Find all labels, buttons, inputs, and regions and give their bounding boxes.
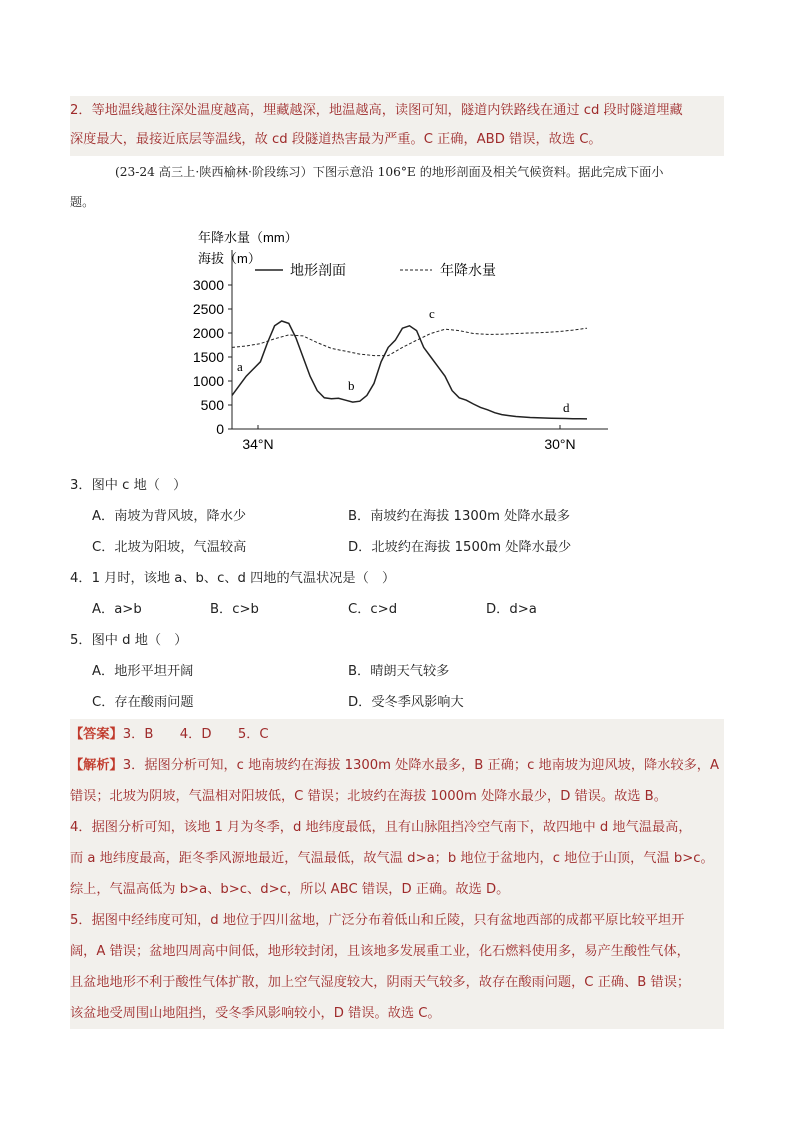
analysis-label: 【解析】 xyxy=(70,758,123,773)
question-4-option-d[interactable]: D．d>a xyxy=(486,602,537,617)
analysis-line-5: 综上，气温高低为 b>a、b>c、d>c，所以 ABC 错误，D 正确。故选 D。 xyxy=(70,882,510,897)
previous-explanation-line-1: 2．等地温线越往深处温度越高，埋藏越深，地温越高，读图可知，隧道内铁路线在通过 cd 段时隧道埋藏 xyxy=(70,103,683,118)
point-label-d: d xyxy=(563,400,570,415)
answer-text: 3．B 4．D 5．C xyxy=(122,727,269,742)
answer-analysis-block xyxy=(70,719,724,1029)
answer-label: 【答案】 xyxy=(70,727,123,742)
question-intro-line-2: 题。 xyxy=(70,195,95,209)
previous-explanation-line-2: 深度最大，最接近底层等温线，故 cd 段隧道热害最为严重。C 正确，ABD 错误，故选 C。 xyxy=(70,132,602,147)
y-tick-label: 1000 xyxy=(192,373,224,389)
question-3-option-d[interactable]: D．北坡约在海拔 1500m 处降水最少 xyxy=(348,540,572,555)
question-3-option-a[interactable]: A．南坡为背风坡，降水少 xyxy=(92,509,247,524)
analysis-line-1 xyxy=(70,750,724,781)
y-axis-label-precipitation: 年降水量（mm） xyxy=(198,230,298,245)
question-3-option-c[interactable]: C．北坡为阳坡，气温较高 xyxy=(92,540,247,555)
terrain-profile-chart xyxy=(0,220,794,490)
question-5-option-a[interactable]: A．地形平坦开阔 xyxy=(92,664,194,679)
answer-line xyxy=(70,719,724,750)
analysis-line-3: 4．据图分析可知，该地 1 月为冬季，d 地纬度最低，且有山脉阻挡冷空气南下，故四地中 d 地气温最高， xyxy=(70,820,692,835)
y-ticks xyxy=(193,277,232,437)
question-4-stem: 4．1 月时，该地 a、b、c、d 四地的气温状况是（ ） xyxy=(70,571,396,586)
question-intro xyxy=(70,157,724,217)
x-tick-label: 30°N xyxy=(544,436,576,452)
question-4-option-b[interactable]: B．c>b xyxy=(210,602,259,617)
analysis-line-8: 且盆地地形不利于酸性气体扩散，加上空气湿度较大，阴雨天气较多，故存在酸雨问题，C 正确、B 错误； xyxy=(70,975,691,990)
question-3-stem: 3．图中 c 地（ ） xyxy=(70,478,187,493)
y-tick-label: 2000 xyxy=(192,325,224,341)
legend-terrain-label: 地形剖面 xyxy=(290,262,346,278)
analysis-line-7: 阔，A 错误；盆地四周高中间低，地形较封闭，且该地多发展重工业，化石燃料使用多，易产生酸性气体， xyxy=(70,944,690,959)
question-4-option-c[interactable]: C．c>d xyxy=(348,602,398,617)
precipitation-series-line xyxy=(232,328,587,355)
y-tick-label: 2500 xyxy=(192,301,224,317)
question-3-option-b[interactable]: B．南坡约在海拔 1300m 处降水最多 xyxy=(348,509,571,524)
x-tick-label: 34°N xyxy=(242,436,274,452)
previous-explanation xyxy=(70,96,724,156)
question-intro-line-1: (23-24 高三上·陕西榆林·阶段练习）下图示意沿 106°E 的地形剖面及相关气候资料。据此完成下面小 xyxy=(115,165,664,179)
analysis-line-2: 错误；北坡为阴坡，气温相对阳坡低，C 错误；北坡约在海拔 1000m 处降水最少，D 错误。故选 B。 xyxy=(70,789,667,804)
y-tick-label: 500 xyxy=(200,397,224,413)
analysis-line-9: 该盆地受周围山地阻挡，受冬季风影响较小，D 错误。故选 C。 xyxy=(70,1006,441,1021)
point-label-a: a xyxy=(237,359,243,374)
point-label-c: c xyxy=(429,306,435,321)
question-5-option-c[interactable]: C．存在酸雨问题 xyxy=(92,695,194,710)
question-5-stem: 5．图中 d 地（ ） xyxy=(70,633,188,648)
analysis-text-1: 3．据图分析可知，c 地南坡约在海拔 1300m 处降水最多，B 正确；c 地南坡为迎风坡，降水较多，A xyxy=(122,758,720,773)
y-tick-label: 3000 xyxy=(192,277,224,293)
question-5-option-d[interactable]: D．受冬季风影响大 xyxy=(348,695,464,710)
question-4-option-a[interactable]: A．a>b xyxy=(92,602,142,617)
question-5-option-b[interactable]: B．晴朗天气较多 xyxy=(348,664,450,679)
legend-precipitation-label: 年降水量 xyxy=(440,262,496,278)
y-tick-label: 1500 xyxy=(192,349,224,365)
analysis-line-6: 5．据图中经纬度可知，d 地位于四川盆地，广泛分布着低山和丘陵，只有盆地西部的成都平原比较平坦开 xyxy=(70,913,685,928)
y-tick-label: 0 xyxy=(216,421,224,437)
y-axis-label-elevation: 海拔（m） xyxy=(198,251,261,266)
terrain-series-line xyxy=(232,321,587,419)
analysis-line-4: 而 a 地纬度最高，距冬季风源地最近，气温最低，故气温 d>a；b 地位于盆地内，c 地位于山顶，气温 b>c。 xyxy=(70,851,714,866)
point-label-b: b xyxy=(348,378,355,393)
